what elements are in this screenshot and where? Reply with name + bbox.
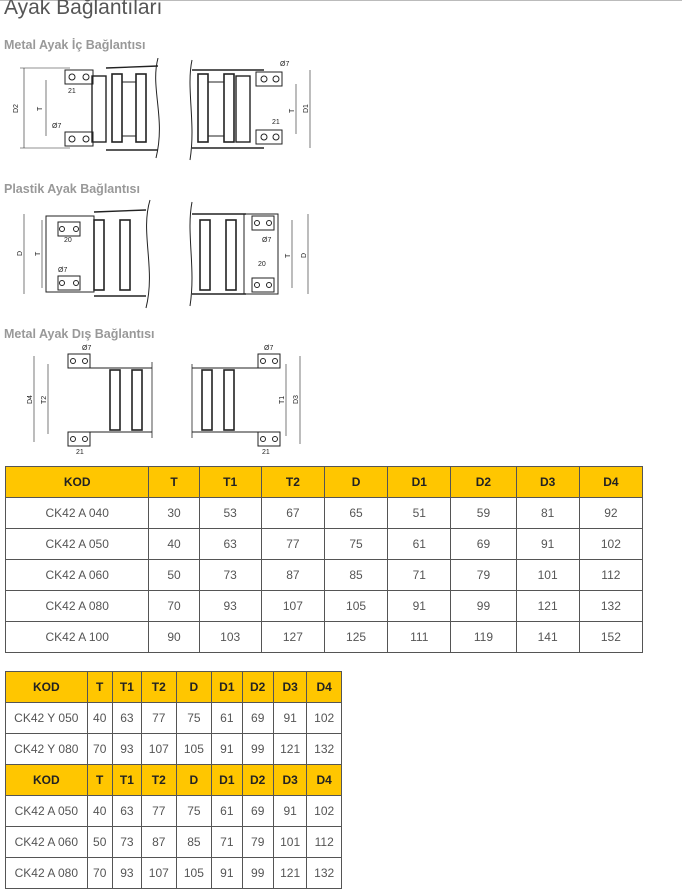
- dim-21-label: 21: [262, 449, 270, 456]
- table-cell: CK42 A 050: [6, 529, 149, 560]
- header-kod: KOD: [6, 672, 88, 703]
- header-d3: D3: [273, 765, 306, 796]
- table-cell: 125: [324, 622, 387, 653]
- table-cell: 91: [273, 796, 306, 827]
- table-cell: 102: [307, 796, 342, 827]
- table-cell: 50: [149, 560, 199, 591]
- dim-d1-label: D1: [303, 104, 310, 113]
- dim-d-label: D: [17, 250, 24, 256]
- dimension-table-b: [5, 671, 342, 889]
- table-cell: 77: [142, 703, 177, 734]
- table-cell: 132: [307, 734, 342, 765]
- dimension-table-a: [5, 466, 643, 653]
- table-cell: 92: [579, 498, 642, 529]
- table-cell: 152: [579, 622, 642, 653]
- table-cell: 79: [242, 827, 273, 858]
- table-cell: 93: [112, 734, 141, 765]
- table-cell: CK42 Y 050: [6, 703, 88, 734]
- table-header-row: [6, 765, 342, 796]
- dim-d-label: D: [301, 252, 308, 258]
- table-cell: 112: [579, 560, 642, 591]
- table-cell: 40: [87, 703, 112, 734]
- table-cell: 75: [324, 529, 387, 560]
- table-cell: 127: [261, 622, 324, 653]
- header-kod: KOD: [6, 765, 88, 796]
- header-d1: D1: [212, 672, 242, 703]
- table-cell: 91: [516, 529, 579, 560]
- table-cell: 73: [112, 827, 141, 858]
- table-cell: CK42 A 060: [6, 827, 88, 858]
- header-d1: D1: [212, 765, 242, 796]
- header-t2: T2: [261, 467, 324, 498]
- table-row: [6, 734, 342, 765]
- table-cell: 91: [388, 591, 451, 622]
- table-cell: 70: [149, 591, 199, 622]
- table-cell: 132: [307, 858, 342, 889]
- table-cell: 91: [273, 703, 306, 734]
- plastic-drawing: [10, 198, 330, 313]
- page-title: Ayak Bağlantıları: [4, 0, 163, 19]
- table-cell: 75: [176, 796, 212, 827]
- header-t2: T2: [142, 672, 177, 703]
- table-cell: 61: [212, 703, 242, 734]
- header-d4: D4: [579, 467, 642, 498]
- table-cell: CK42 Y 080: [6, 734, 88, 765]
- section-title-metal-inner: Metal Ayak İç Bağlantısı: [4, 38, 146, 52]
- header-d4: D4: [307, 672, 342, 703]
- table-cell: 71: [212, 827, 242, 858]
- header-d4: D4: [307, 765, 342, 796]
- table-cell: 112: [307, 827, 342, 858]
- dim-20-label: 20: [64, 237, 72, 244]
- table-cell: 105: [324, 591, 387, 622]
- table-row: [6, 560, 643, 591]
- hole-label: Ø7: [264, 345, 274, 352]
- dim-21-label: 21: [68, 88, 76, 95]
- table-cell: 70: [87, 734, 112, 765]
- table-cell: 99: [451, 591, 516, 622]
- section-title-plastic: Plastik Ayak Bağlantısı: [4, 182, 140, 196]
- table-cell: 102: [307, 703, 342, 734]
- table-cell: 101: [273, 827, 306, 858]
- table-cell: 91: [212, 734, 242, 765]
- table-cell: 132: [579, 591, 642, 622]
- header-t: T: [87, 672, 112, 703]
- table-row: [6, 827, 342, 858]
- table-cell: 102: [579, 529, 642, 560]
- header-t1: T1: [199, 467, 261, 498]
- header-d2: D2: [242, 672, 273, 703]
- table-cell: 77: [142, 796, 177, 827]
- table-row: [6, 622, 643, 653]
- table-cell: 105: [176, 734, 212, 765]
- dim-t-label: T: [35, 251, 42, 256]
- table-row: [6, 858, 342, 889]
- table-cell: CK42 A 050: [6, 796, 88, 827]
- header-d1: D1: [388, 467, 451, 498]
- table-cell: 93: [199, 591, 261, 622]
- header-t1: T1: [112, 672, 141, 703]
- table-cell: 85: [176, 827, 212, 858]
- table-cell: 103: [199, 622, 261, 653]
- table-cell: 85: [324, 560, 387, 591]
- metal-outer-drawing: [10, 342, 330, 457]
- table-cell: 30: [149, 498, 199, 529]
- header-d: D: [176, 672, 212, 703]
- dim-t-label: T: [285, 253, 292, 258]
- hole-label: Ø7: [82, 345, 92, 352]
- table-cell: 51: [388, 498, 451, 529]
- table-cell: 121: [516, 591, 579, 622]
- table-cell: 87: [261, 560, 324, 591]
- table-cell: 79: [451, 560, 516, 591]
- header-d3: D3: [273, 672, 306, 703]
- table-cell: 67: [261, 498, 324, 529]
- dim-t2-label: T2: [41, 395, 48, 404]
- table-cell: 63: [199, 529, 261, 560]
- dim-21-label: 21: [76, 449, 84, 456]
- header-kod: KOD: [6, 467, 149, 498]
- table-cell: 63: [112, 703, 141, 734]
- table-cell: 121: [273, 858, 306, 889]
- header-d2: D2: [451, 467, 516, 498]
- table-cell: 119: [451, 622, 516, 653]
- table-cell: 99: [242, 734, 273, 765]
- table-cell: 91: [212, 858, 242, 889]
- table-cell: CK42 A 100: [6, 622, 149, 653]
- table-cell: 107: [142, 858, 177, 889]
- table-cell: 40: [149, 529, 199, 560]
- dim-d2-label: D2: [13, 104, 20, 113]
- table-cell: CK42 A 080: [6, 591, 149, 622]
- table-cell: 105: [176, 858, 212, 889]
- hole-label: Ø7: [52, 123, 62, 130]
- table-cell: 75: [176, 703, 212, 734]
- table-cell: 90: [149, 622, 199, 653]
- dim-d3-label: D3: [293, 395, 300, 404]
- table-cell: 99: [242, 858, 273, 889]
- table-cell: 61: [388, 529, 451, 560]
- table-row: [6, 796, 342, 827]
- header-d: D: [176, 765, 212, 796]
- table-row: [6, 591, 643, 622]
- table-cell: 69: [242, 703, 273, 734]
- hole-label: Ø7: [262, 237, 272, 244]
- table-cell: 141: [516, 622, 579, 653]
- table-row: [6, 498, 643, 529]
- section-title-metal-outer: Metal Ayak Dış Bağlantısı: [4, 327, 155, 341]
- dim-d4-label: D4: [27, 395, 34, 404]
- table-cell: 59: [451, 498, 516, 529]
- table-cell: 121: [273, 734, 306, 765]
- table-header-row: [6, 467, 643, 498]
- table-cell: CK42 A 080: [6, 858, 88, 889]
- table-cell: 65: [324, 498, 387, 529]
- table-cell: 69: [451, 529, 516, 560]
- dim-t1-label: T1: [279, 395, 286, 404]
- table-header-row: [6, 672, 342, 703]
- table-row: [6, 703, 342, 734]
- table-cell: 101: [516, 560, 579, 591]
- table-cell: 73: [199, 560, 261, 591]
- table-cell: 69: [242, 796, 273, 827]
- header-d3: D3: [516, 467, 579, 498]
- metal-inner-drawing: [10, 58, 330, 163]
- table-cell: 77: [261, 529, 324, 560]
- table-cell: 50: [87, 827, 112, 858]
- table-cell: 63: [112, 796, 141, 827]
- header-t: T: [87, 765, 112, 796]
- header-t1: T1: [112, 765, 141, 796]
- table-cell: 53: [199, 498, 261, 529]
- table-cell: 93: [112, 858, 141, 889]
- table-cell: 70: [87, 858, 112, 889]
- header-d: D: [324, 467, 387, 498]
- header-t: T: [149, 467, 199, 498]
- header-t2: T2: [142, 765, 177, 796]
- table-cell: 107: [261, 591, 324, 622]
- dim-t-label: T: [37, 106, 44, 111]
- dim-t-label: T: [289, 108, 296, 113]
- hole-label: Ø7: [58, 267, 68, 274]
- hole-label: Ø7: [280, 61, 290, 68]
- table-cell: CK42 A 060: [6, 560, 149, 591]
- table-cell: 87: [142, 827, 177, 858]
- header-d2: D2: [242, 765, 273, 796]
- table-cell: 71: [388, 560, 451, 591]
- table-cell: 81: [516, 498, 579, 529]
- table-row: [6, 529, 643, 560]
- dim-20-label: 20: [258, 261, 266, 268]
- dim-21-label: 21: [272, 119, 280, 126]
- table-cell: 111: [388, 622, 451, 653]
- table-cell: 40: [87, 796, 112, 827]
- table-cell: CK42 A 040: [6, 498, 149, 529]
- table-cell: 107: [142, 734, 177, 765]
- table-cell: 61: [212, 796, 242, 827]
